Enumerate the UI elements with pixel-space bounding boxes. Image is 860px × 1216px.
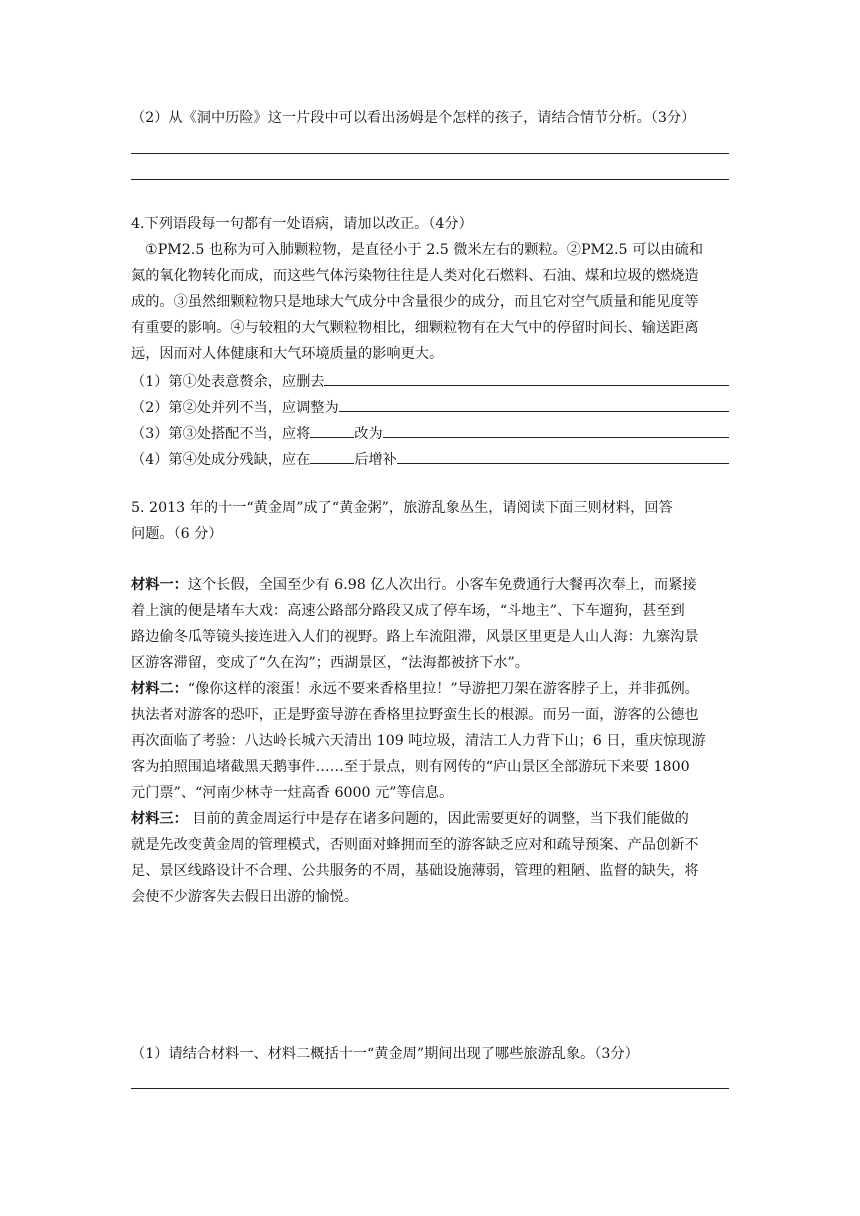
material-1-line: 区游客滞留，变成了“久在沟”；西湖景区，“法海都被挤下水”。 (131, 655, 529, 671)
q5-title: 问题。（6 分） (131, 526, 223, 542)
material-1-label: 材料一： (131, 577, 188, 593)
material-2-line (131, 679, 729, 699)
answer-label: （3）第③处搭配不当，应将 (131, 426, 311, 442)
material-2-line: 元门票”、“河南少林寺一炷高香 6000 元”等信息。 (131, 785, 454, 801)
q5-title: 5. 2013 年的十一“黄金周”成了“黄金粥”，旅游乱象丛生，请阅读下面三则材料，回答 (131, 500, 673, 516)
q5-sub1-prompt: （1）请结合材料一、材料二概括十一“黄金周”期间出现了哪些旅游乱象。（3分） (131, 1046, 639, 1062)
material-2-label: 材料二： (131, 681, 188, 697)
answer-label: 后增补 (354, 452, 397, 468)
material-3-label: 材料三： (131, 811, 188, 827)
answer-label: （4）第④处成分残缺，应在 (131, 452, 311, 468)
answer-blank[interactable] (310, 422, 354, 438)
answer-label: （1）第①处表意赘余，应删去 (131, 374, 325, 390)
q3-sub2-prompt: （2）从《洞中历险》这一片段中可以看出汤姆是个怎样的孩子，请结合情节分析。（3分） (131, 110, 696, 126)
answer-blank[interactable] (397, 448, 729, 464)
q4-answer-4 (131, 448, 729, 470)
material-3-text: 目前的黄金周运行中是存在诸多问题的，因此需要更好的调整，当下我们能做的 (187, 811, 689, 827)
q4-answer-1 (131, 370, 729, 392)
answer-line[interactable] (131, 153, 729, 154)
material-1-line: 路边偷冬瓜等镜头接连进入人们的视野。路上车流阻滞，风景区里更是人山人海：九寨沟景 (131, 629, 699, 645)
material-3-line (131, 809, 729, 829)
q4-passage-line: 氮的氧化物转化而成，而这些气体污染物往往是人类对化石燃料、石油、煤和垃圾的燃烧造 (131, 268, 699, 284)
material-2-line: 再次面临了考验：八达岭长城六天清出 109 吨垃圾，清洁工人力背下山；6 日，重庆惊现游 (131, 733, 706, 749)
answer-line[interactable] (131, 1088, 729, 1089)
answer-blank[interactable] (339, 396, 729, 412)
q4-title: 4.下列语段每一句都有一处语病，请加以改正。（4分） (131, 216, 473, 232)
material-3-line: 会使不少游客失去假日出游的愉悦。 (131, 889, 359, 905)
material-2-line: 执法者对游客的恐吓，正是野蛮导游在香格里拉野蛮生长的根源。而另一面，游客的公德也 (131, 707, 699, 723)
answer-blank[interactable] (383, 422, 729, 438)
material-2-text: “像你这样的滚蛋！永远不要来香格里拉！”导游把刀架在游客脖子上，并非孤例。 (187, 681, 699, 697)
answer-blank[interactable] (310, 448, 354, 464)
answer-line[interactable] (131, 179, 729, 180)
material-3-line: 足、景区线路设计不合理、公共服务的不周，基础设施薄弱，管理的粗陋、监督的缺失，将 (131, 863, 699, 879)
material-1-line (131, 575, 729, 595)
material-1-line: 着上演的便是堵车大戏：高速公路部分路段又成了停车场，“斗地主”、下车遛狗，甚至到 (131, 603, 685, 619)
answer-blank[interactable] (324, 370, 729, 386)
q4-answer-2 (131, 396, 729, 418)
material-2-line: 客为拍照围追堵截黑天鹅事件……至于景点，则有网传的“庐山景区全部游玩下来要 1800 (131, 759, 690, 775)
material-3-line: 就是先改变黄金周的管理模式，否则面对蜂拥而至的游客缺乏应对和疏导预案、产品创新不 (131, 837, 699, 853)
q4-answer-3 (131, 422, 729, 444)
answer-label: （2）第②处并列不当，应调整为 (131, 400, 339, 416)
answer-label: 改为 (354, 426, 383, 442)
q4-passage-line: ①PM2.5 也称为可入肺颗粒物，是直径小于 2.5 微米左右的颗粒。②PM2.5 可以由硫和 (145, 242, 704, 258)
q4-passage-line: 远，因而对人体健康和大气环境质量的影响更大。 (131, 346, 444, 362)
q4-passage-line: 有重要的影响。④与较粗的大气颗粒物相比，细颗粒物有在大气中的停留时间长、输送距离 (131, 320, 699, 336)
material-1-text: 这个长假，全国至少有 6.98 亿人次出行。小客车免费通行大餐再次奉上，而紧接 (187, 577, 697, 593)
q4-passage-line: 成的。③虽然细颗粒物只是地球大气成分中含量很少的成分，而且它对空气质量和能见度等 (131, 294, 699, 310)
